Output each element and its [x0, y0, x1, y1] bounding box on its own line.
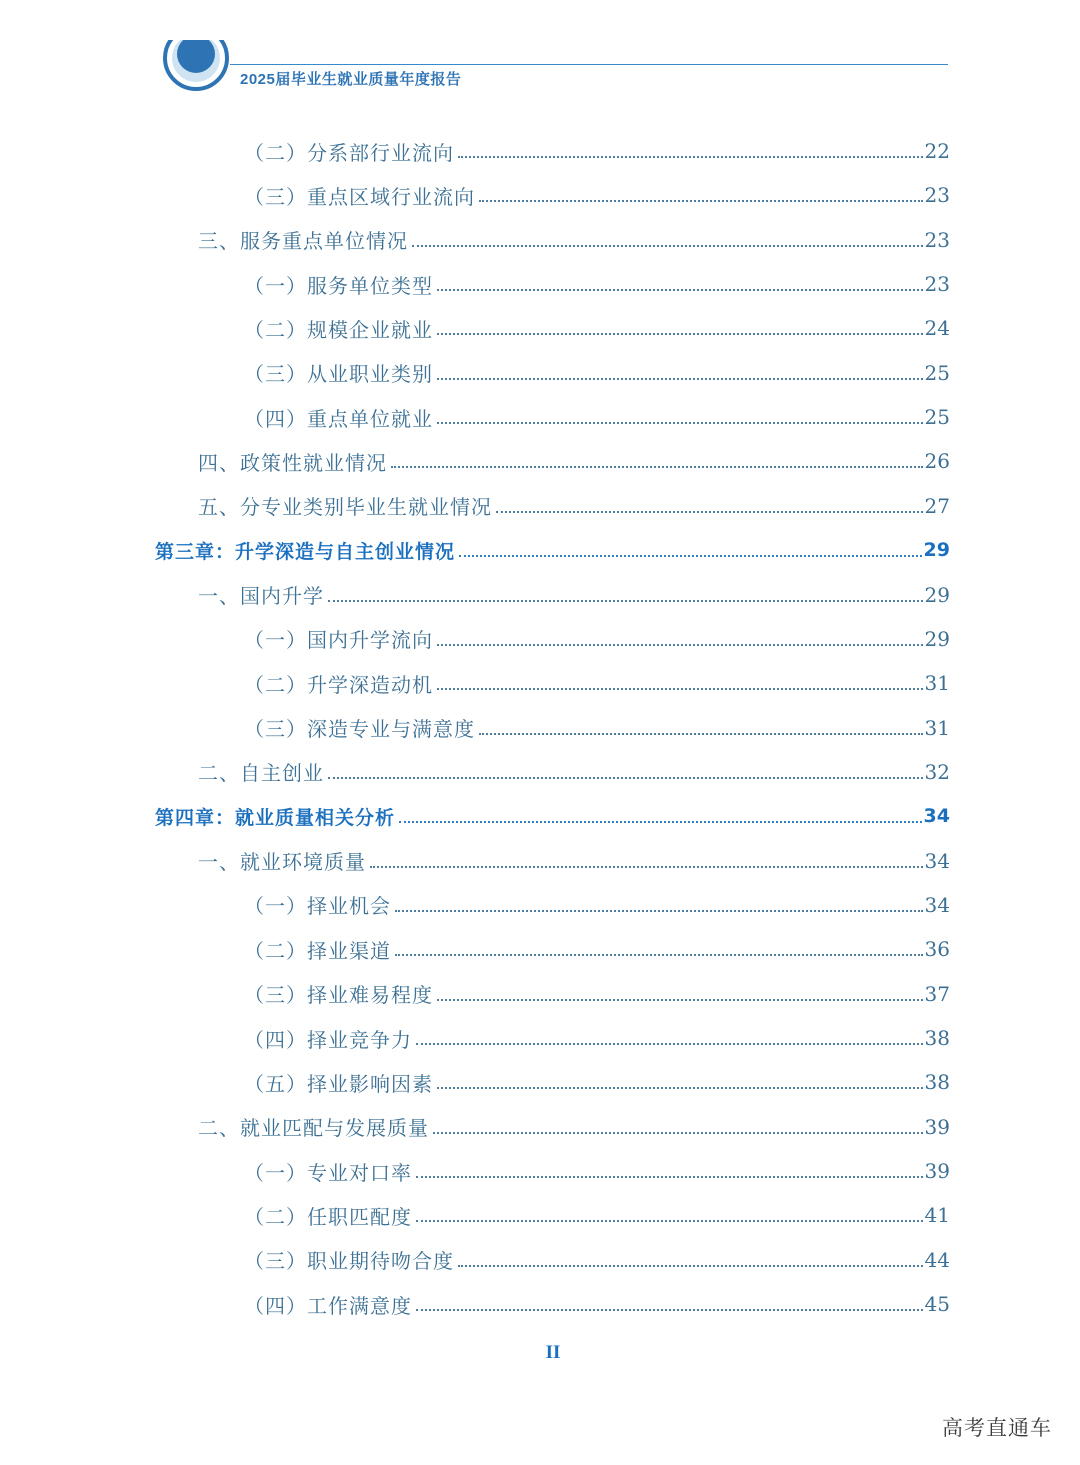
toc-leader-dots	[437, 688, 923, 690]
toc-leader-dots	[328, 600, 923, 602]
toc-entry-label: （四）重点单位就业	[244, 406, 433, 431]
toc-entry-page: 23	[924, 227, 950, 252]
toc-entry[interactable]	[244, 972, 950, 1016]
toc-leader-dots	[416, 1043, 923, 1045]
toc-entry-label: （一）国内升学流向	[244, 628, 433, 653]
toc-entry[interactable]	[244, 927, 950, 971]
toc-entry-page: 25	[924, 405, 950, 430]
toc-leader-dots	[391, 466, 923, 468]
toc-entry[interactable]	[198, 484, 950, 528]
toc-leader-dots	[412, 245, 923, 247]
toc-entry[interactable]	[244, 351, 950, 395]
toc-entry[interactable]	[244, 883, 950, 927]
toc-leader-dots	[479, 733, 923, 735]
toc-entry-label: 三、服务重点单位情况	[198, 229, 408, 254]
toc-entry-label: （三）择业难易程度	[244, 983, 433, 1008]
toc-entry-page: 29	[924, 626, 950, 651]
toc-entry-page: 36	[924, 937, 950, 962]
toc-entry-page: 22	[924, 139, 950, 163]
toc-entry[interactable]	[244, 706, 950, 750]
toc-leader-dots	[395, 910, 923, 912]
header-divider	[230, 64, 948, 65]
toc-entry-label: （二）择业渠道	[244, 938, 391, 963]
toc-entry[interactable]	[244, 1016, 950, 1060]
toc-entry-label: （三）职业期待吻合度	[244, 1249, 454, 1274]
toc-entry[interactable]	[198, 439, 950, 483]
toc-leader-dots	[437, 999, 923, 1001]
toc-entry[interactable]	[244, 661, 950, 705]
toc-entry[interactable]	[244, 306, 950, 350]
toc-entry-page: 39	[924, 1114, 950, 1139]
toc-entry[interactable]	[198, 218, 950, 262]
toc-entry-page: 39	[924, 1159, 950, 1184]
toc-entry-label: 一、就业环境质量	[198, 850, 366, 875]
toc-entry[interactable]	[244, 173, 950, 217]
toc-entry-label: （二）升学深造动机	[244, 672, 433, 697]
toc-entry-label: 第三章：升学深造与自主创业情况	[155, 540, 456, 563]
toc-entry-label: （三）深造专业与满意度	[244, 717, 475, 742]
toc-entry-label: （三）重点区域行业流向	[244, 184, 475, 209]
toc-entry[interactable]	[244, 262, 950, 306]
toc-entry-page: 45	[924, 1292, 950, 1317]
toc-entry-page: 29	[924, 582, 950, 607]
toc-leader-dots	[437, 289, 923, 291]
toc-entry-page: 31	[924, 671, 950, 696]
toc-entry[interactable]	[155, 794, 950, 838]
toc-leader-dots	[395, 954, 923, 956]
toc-entry-label: 第四章：就业质量相关分析	[155, 806, 396, 829]
toc-entry-page: 41	[924, 1203, 950, 1228]
toc-entry-page: 25	[924, 360, 950, 385]
toc-leader-dots	[416, 1220, 923, 1222]
toc-entry-page: 34	[924, 892, 950, 917]
page-header	[0, 0, 1080, 110]
toc-entry[interactable]	[244, 129, 950, 173]
toc-entry-label: （二）规模企业就业	[244, 317, 433, 342]
toc-entry-label: 一、国内升学	[198, 584, 324, 608]
toc-leader-dots	[459, 555, 922, 557]
toc-leader-dots	[416, 1176, 923, 1178]
toc-entry-page: 38	[924, 1026, 950, 1050]
toc-entry[interactable]	[198, 839, 950, 883]
toc-entry-label: （二）分系部行业流向	[244, 140, 454, 165]
toc-entry-page: 34	[924, 848, 950, 873]
toc-leader-dots	[458, 1265, 923, 1267]
toc-entry-label: （一）择业机会	[244, 894, 391, 919]
toc-leader-dots	[437, 333, 923, 335]
toc-entry[interactable]	[198, 573, 950, 617]
toc-entry[interactable]	[155, 528, 950, 572]
toc-entry-label: （二）任职匹配度	[244, 1204, 412, 1229]
toc-entry-page: 44	[924, 1247, 950, 1272]
toc-leader-dots	[328, 777, 923, 779]
toc-entry-page: 26	[924, 449, 950, 474]
toc-entry-page: 37	[924, 981, 950, 1006]
toc-entry-label: 二、就业匹配与发展质量	[198, 1116, 429, 1141]
toc-entry-page: 29	[923, 539, 950, 562]
report-title: 2025届毕业生就业质量年度报告	[240, 71, 462, 88]
toc-entry[interactable]	[244, 617, 950, 661]
watermark-text: 高考直通车	[942, 1416, 1052, 1440]
toc-entry-page: 23	[924, 183, 950, 208]
page-number: II	[545, 1342, 561, 1363]
toc-leader-dots	[437, 1087, 923, 1089]
toc-entry-label: （四）择业竞争力	[244, 1027, 412, 1052]
toc-leader-dots	[437, 644, 923, 646]
report-logo-icon	[160, 40, 232, 100]
toc-leader-dots	[433, 1132, 923, 1134]
toc-entry-label: （三）从业职业类别	[244, 362, 433, 387]
toc-leader-dots	[479, 200, 923, 202]
toc-entry[interactable]	[244, 1149, 950, 1193]
toc-leader-dots	[437, 422, 923, 424]
toc-leader-dots	[416, 1309, 923, 1311]
toc-entry-page: 27	[924, 493, 950, 518]
toc-leader-dots	[370, 866, 923, 868]
toc-entry-label: （四）工作满意度	[244, 1293, 412, 1318]
toc-entry[interactable]	[244, 1282, 950, 1326]
toc-entry-label: 五、分专业类别毕业生就业情况	[198, 495, 492, 520]
toc-entry[interactable]	[244, 1060, 950, 1104]
toc-entry-page: 31	[924, 715, 950, 740]
toc-entry-page: 34	[923, 805, 950, 828]
toc-leader-dots	[399, 821, 922, 823]
toc-entry-label: （一）专业对口率	[244, 1160, 412, 1185]
toc-entry[interactable]	[198, 1105, 950, 1149]
toc-leader-dots	[458, 156, 923, 158]
toc-entry[interactable]	[244, 1193, 950, 1237]
toc-entry-label: 二、自主创业	[198, 761, 324, 786]
toc-leader-dots	[437, 378, 923, 380]
toc-entry-label: （五）择业影响因素	[244, 1071, 433, 1096]
toc-entry-page: 32	[924, 759, 950, 784]
toc-entry-page: 38	[924, 1070, 950, 1095]
toc-entry-page: 24	[924, 316, 950, 341]
toc-entry-page: 23	[924, 272, 950, 297]
toc-entry[interactable]	[244, 1238, 950, 1282]
toc-entry-label: （一）服务单位类型	[244, 273, 433, 298]
toc-entry-label: 四、政策性就业情况	[198, 450, 387, 475]
toc-leader-dots	[496, 511, 923, 513]
toc-entry[interactable]	[244, 395, 950, 439]
toc-entry[interactable]	[198, 750, 950, 794]
